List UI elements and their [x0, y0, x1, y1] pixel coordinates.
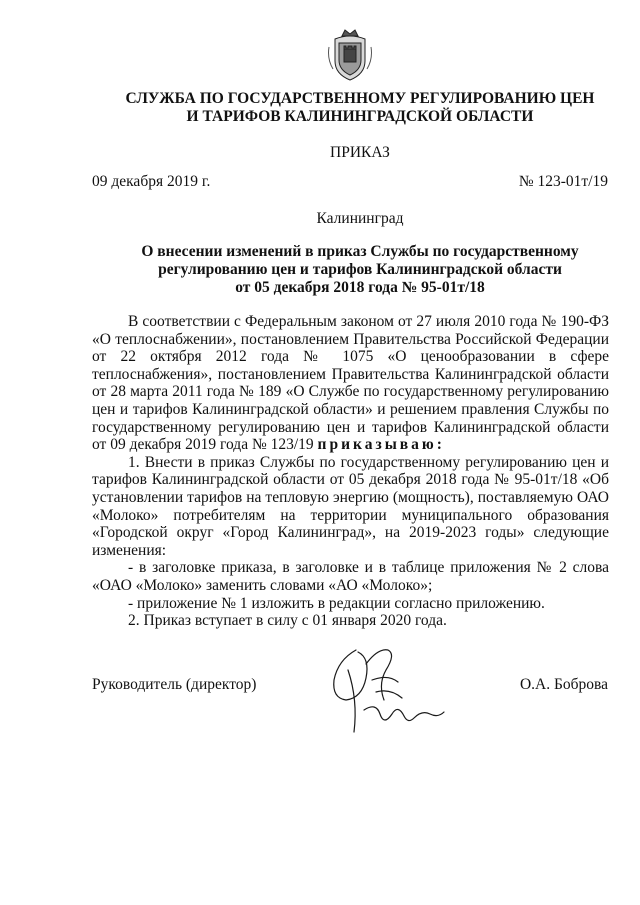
order-item-1: 1. Внести в приказ Службы по государственному регулированию цен и тарифов Калининградской области от 05 декабря 2018 года № 95-01т/18 «Об установлении тарифов на тепловую энергию (мощность), поставляемую ОАО «Молоко» потребителям на территории муниципального образования «Городской округ «Город Калининград», на 2019-2023 годы» следующие изменения: — [92, 453, 609, 559]
signatory-title: Руководитель (директор) — [92, 676, 257, 693]
document-place: Калининград — [316, 210, 404, 227]
document-type: ПРИКАЗ — [330, 144, 390, 161]
signatory-name: О.А. Боброва — [519, 676, 608, 693]
order-word: приказываю: — [317, 436, 445, 454]
preamble-paragraph — [92, 313, 609, 454]
subject-line: регулированию цен и тарифов Калининградской области — [158, 261, 562, 278]
organization-name-line2: И ТАРИФОВ КАЛИНИНГРАДСКОЙ ОБЛАСТИ — [186, 108, 534, 125]
handwritten-signature — [318, 640, 458, 755]
document-body — [92, 313, 609, 630]
document-subject — [130, 243, 590, 297]
subject-line: от 05 декабря 2018 года № 95-01т/18 — [235, 279, 485, 296]
document-date: 09 декабря 2019 г. — [92, 173, 211, 190]
document-number: № 123-01т/19 — [518, 173, 608, 190]
order-item-2: 2. Приказ вступает в силу с 01 января 2020 года. — [128, 612, 447, 630]
preamble-text: В соответствии с Федеральным законом от 27 июля 2010 года № 190-ФЗ «О теплоснабжении», постановлением Правительства Российской Федерации от 22 октября 2012 года № 1075 «О ценообразовании в сфере теплоснабжения», постановлением Правительства Калининградской области от 28 марта 2011 года № 189 «О Службе по государственному регулированию цен и тарифов Калининградской области» и решением правления Службы по государственному регулированию цен и тарифов Калининградской области от 09 декабря 2019 года № 123/19 — [92, 313, 609, 454]
order-item-1a: - в заголовке приказа, в заголовке и в таблице приложения № 2 слова «ОАО «Молоко» заменить словами «АО «Молоко»; — [92, 559, 609, 594]
order-item-1b: - приложение № 1 изложить в редакции согласно приложению. — [128, 594, 545, 612]
coat-of-arms-icon — [327, 27, 373, 83]
organization-name-line1: СЛУЖБА ПО ГОСУДАРСТВЕННОМУ РЕГУЛИРОВАНИЮ ЦЕН — [125, 90, 595, 107]
subject-line: О внесении изменений в приказ Службы по государственному — [141, 243, 579, 260]
